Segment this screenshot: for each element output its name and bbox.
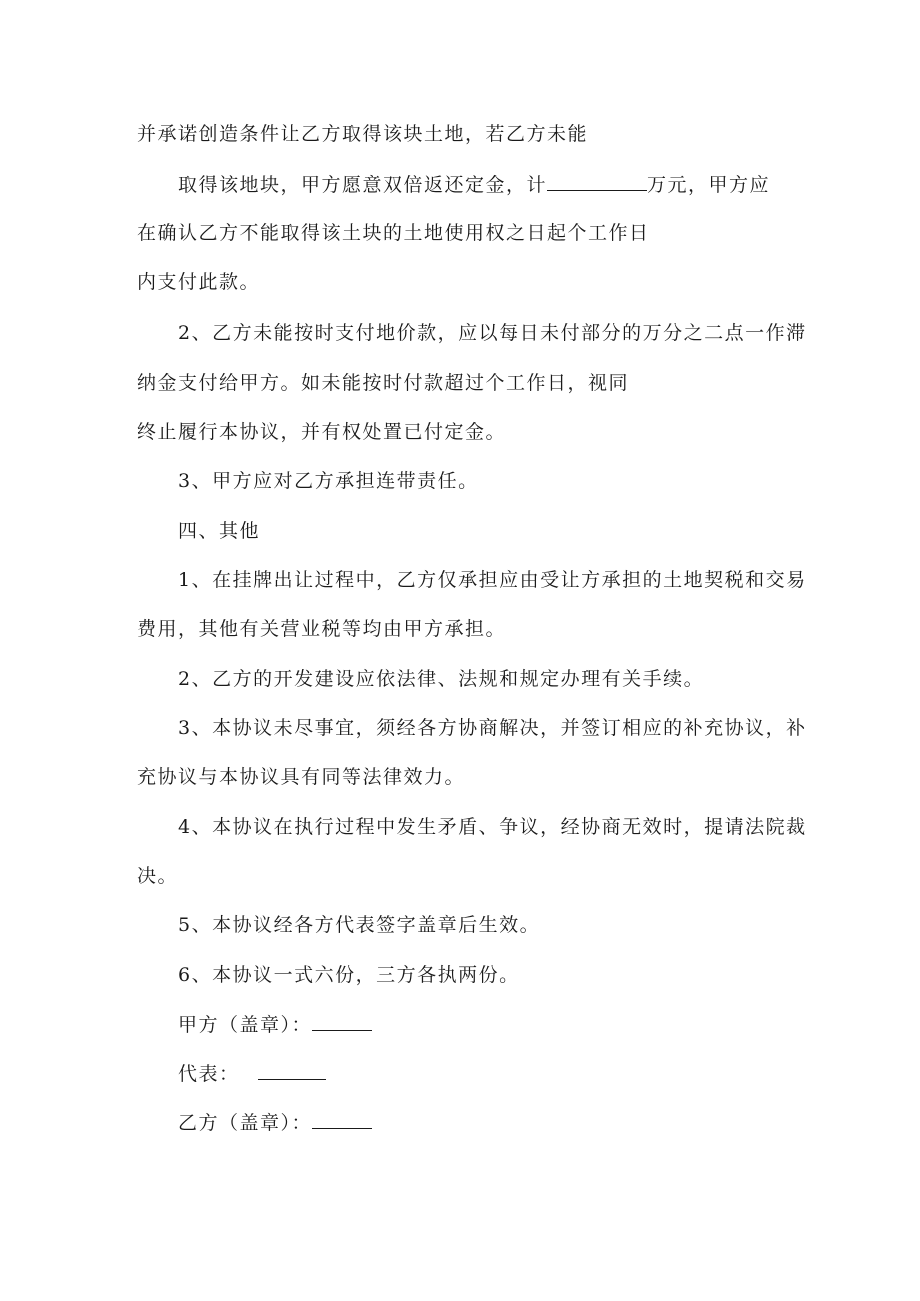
paragraph-line-with-blank — [178, 172, 770, 197]
signature-label: 甲方（盖章）： — [178, 1014, 313, 1036]
paragraph-line: 内支付此款。 — [137, 271, 261, 293]
paragraph-line: 纳金支付给甲方。如未能按时付款超过个工作日，视同 — [137, 372, 630, 394]
paragraph-line: 6、本协议一式六份，三方各执两份。 — [178, 964, 520, 986]
paragraph-text: 取得该地块，甲方愿意双倍返还定金，计 — [178, 174, 548, 196]
paragraph-line: 3、甲方应对乙方承担连带责任。 — [178, 470, 479, 492]
amount-blank — [547, 172, 647, 191]
signature-blank — [312, 1110, 372, 1129]
signature-blank — [312, 1012, 372, 1031]
paragraph-text: 万元，甲方应 — [647, 174, 771, 196]
paragraph-line: 5、本协议经各方代表签字盖章后生效。 — [178, 914, 541, 936]
signature-party-b — [178, 1110, 372, 1135]
paragraph-line: 2、乙方未能按时支付地价款，应以每日未付部分的万分之二点一作滞 — [178, 322, 807, 344]
section-heading: 四、其他 — [178, 520, 261, 542]
paragraph-line: 在确认乙方不能取得该土块的土地使用权之日起个工作日 — [137, 222, 650, 244]
paragraph-line: 3、本协议未尽事宜，须经各方协商解决，并签订相应的补充协议，补 — [178, 717, 807, 739]
paragraph-line: 4、本协议在执行过程中发生矛盾、争议，经协商无效时，提请法院裁 — [178, 816, 807, 838]
paragraph-line: 终止履行本协议，并有权处置已付定金。 — [137, 421, 507, 443]
paragraph-line: 1、在挂牌出让过程中，乙方仅承担应由受让方承担的土地契税和交易 — [178, 569, 807, 591]
paragraph-line: 充协议与本协议具有同等法律效力。 — [137, 766, 466, 788]
signature-label: 乙方（盖章）： — [178, 1112, 313, 1134]
signature-party-a — [178, 1012, 372, 1037]
signature-blank — [258, 1061, 326, 1080]
signature-representative — [178, 1061, 326, 1086]
paragraph-line: 决。 — [137, 865, 179, 887]
paragraph-line: 费用，其他有关营业税等均由甲方承担。 — [137, 618, 507, 640]
signature-label: 代表： — [178, 1063, 240, 1085]
paragraph-line: 2、乙方的开发建设应依法律、法规和规定办理有关手续。 — [178, 668, 705, 690]
paragraph-line: 并承诺创造条件让乙方取得该块土地，若乙方未能 — [137, 123, 589, 145]
